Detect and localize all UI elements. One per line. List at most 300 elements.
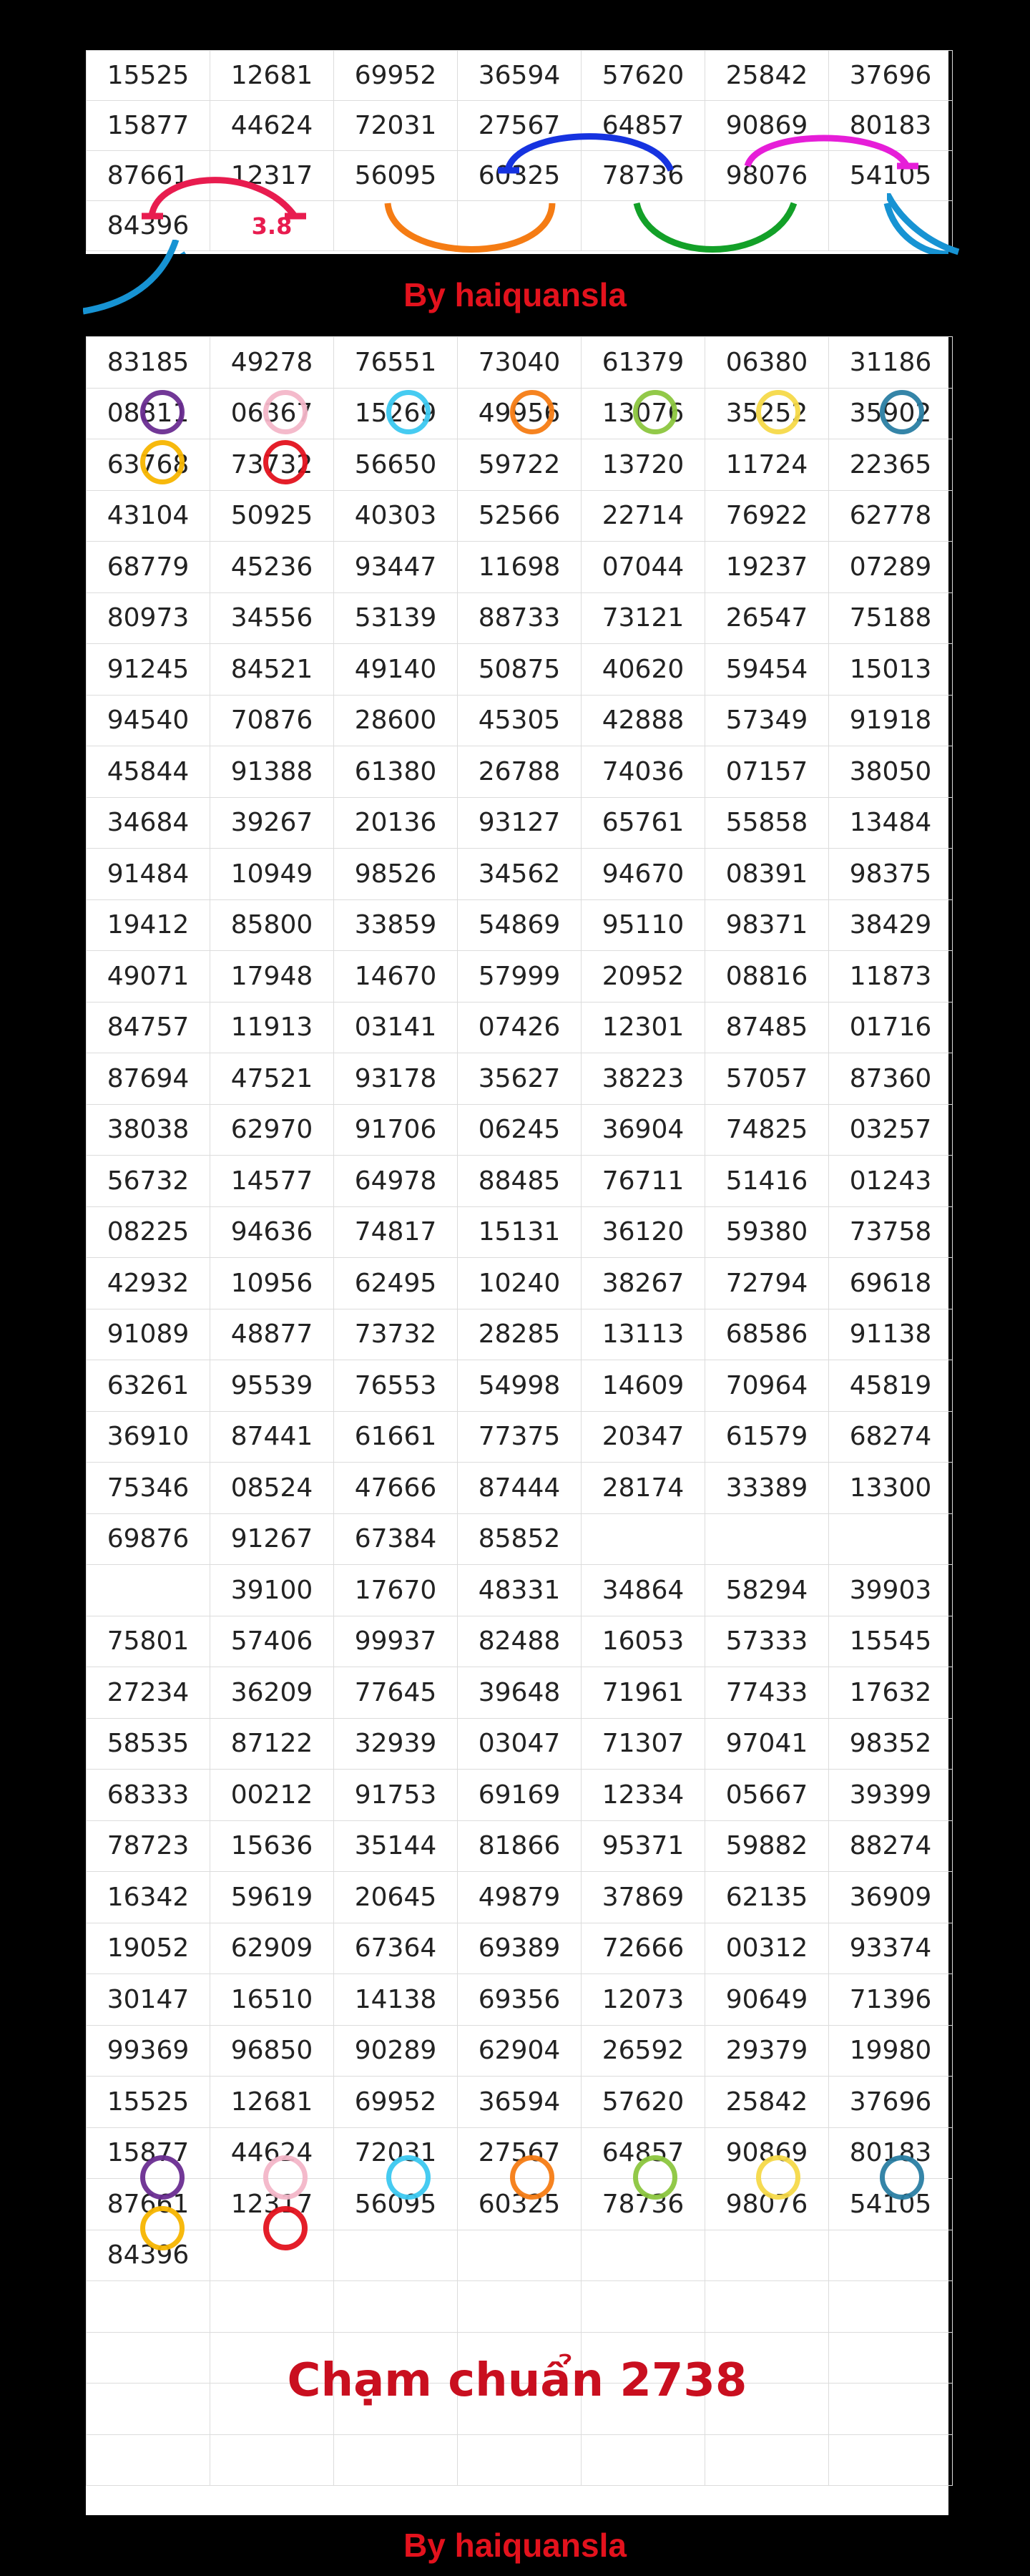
number-cell: 63768 (87, 439, 210, 491)
highlight-circle-marker (263, 440, 308, 484)
number-cell: 91918 (829, 695, 953, 746)
number-cell: 95110 (582, 899, 705, 951)
number-cell: 11724 (705, 439, 829, 491)
table-row (87, 695, 953, 746)
number-cell: 36120 (582, 1206, 705, 1258)
number-cell: 08524 (210, 1463, 334, 1514)
number-cell: 57349 (705, 695, 829, 746)
number-cell: 35252 (705, 388, 829, 439)
table-row (87, 644, 953, 696)
number-cell: 12073 (582, 1974, 705, 2026)
number-cell: 35144 (334, 1820, 458, 1872)
number-cell: 19237 (705, 542, 829, 593)
number-cell: 68586 (705, 1309, 829, 1360)
number-cell: 11913 (210, 1002, 334, 1053)
number-cell: 74825 (705, 1104, 829, 1156)
number-cell: 93127 (458, 797, 582, 849)
number-cell: 58294 (705, 1565, 829, 1616)
number-cell: 62778 (829, 490, 953, 542)
highlight-circle-marker (263, 2206, 308, 2250)
number-cell: 17632 (829, 1667, 953, 1719)
number-cell: 48331 (458, 1565, 582, 1616)
number-cell: 91753 (334, 1770, 458, 1821)
number-cell: 13300 (829, 1463, 953, 1514)
number-cell (705, 2281, 829, 2333)
number-cell: 61661 (334, 1411, 458, 1463)
number-cell: 12681 (210, 2077, 334, 2128)
highlight-circle-marker (140, 2155, 185, 2200)
number-cell: 10956 (210, 1258, 334, 1309)
number-cell: 34864 (582, 1565, 705, 1616)
number-cell: 15525 (87, 2077, 210, 2128)
number-cell: 65761 (582, 797, 705, 849)
number-cell: 15877 (87, 101, 210, 151)
number-cell: 13076 (582, 388, 705, 439)
number-cell: 59454 (705, 644, 829, 696)
number-cell: 69876 (87, 1513, 210, 1565)
number-cell: 40620 (582, 644, 705, 696)
number-cell: 29379 (705, 2025, 829, 2077)
number-cell: 39399 (829, 1770, 953, 1821)
number-cell: 91706 (334, 1104, 458, 1156)
number-cell: 72031 (334, 101, 458, 151)
number-cell: 33389 (705, 1463, 829, 1514)
number-cell: 39903 (829, 1565, 953, 1616)
table-row (87, 1411, 953, 1463)
number-cell: 26547 (705, 592, 829, 644)
number-cell: 99369 (87, 2025, 210, 2077)
number-cell: 93447 (334, 542, 458, 593)
bottom-credit: By haiquansla (403, 2527, 627, 2564)
number-cell: 20645 (334, 1872, 458, 1923)
number-cell: 15013 (829, 644, 953, 696)
table-row (87, 2434, 953, 2486)
number-cell: 45236 (210, 542, 334, 593)
number-cell (705, 2434, 829, 2486)
table-row (87, 1360, 953, 1412)
table-row (87, 1923, 953, 1974)
number-cell: 15131 (458, 1206, 582, 1258)
number-cell: 78723 (87, 1820, 210, 1872)
number-cell: 07426 (458, 1002, 582, 1053)
number-cell: 98076 (705, 151, 829, 201)
number-cell: 40303 (334, 490, 458, 542)
number-cell: 33859 (334, 899, 458, 951)
number-cell: 87122 (210, 1718, 334, 1770)
blue-arc-arrow (508, 137, 671, 170)
number-cell: 06367 (210, 388, 334, 439)
number-cell: 19052 (87, 1923, 210, 1974)
number-cell: 03047 (458, 1718, 582, 1770)
number-cell: 57620 (582, 2077, 705, 2128)
highlight-circle-marker (140, 440, 185, 484)
magenta-arc-arrow (747, 138, 907, 166)
number-cell: 99937 (334, 1616, 458, 1667)
number-cell: 44624 (210, 2127, 334, 2179)
number-cell: 57999 (458, 951, 582, 1002)
table-row (87, 2281, 953, 2333)
number-cell: 11873 (829, 951, 953, 1002)
number-cell: 80183 (829, 101, 953, 151)
number-cell: 72794 (705, 1258, 829, 1309)
number-cell: 72031 (334, 2127, 458, 2179)
number-cell: 91138 (829, 1309, 953, 1360)
number-cell: 30147 (87, 1974, 210, 2026)
number-cell: 36594 (458, 51, 582, 101)
number-cell: 73758 (829, 1206, 953, 1258)
number-cell: 54105 (829, 2179, 953, 2230)
number-cell: 59380 (705, 1206, 829, 1258)
number-cell: 13484 (829, 797, 953, 849)
number-cell: 36209 (210, 1667, 334, 1719)
table-row (87, 1718, 953, 1770)
number-cell: 12317 (210, 2179, 334, 2230)
number-cell (334, 2230, 458, 2281)
table-row (87, 1872, 953, 1923)
number-cell: 68274 (829, 1411, 953, 1463)
number-cell: 56732 (87, 1156, 210, 1207)
highlight-circle-marker (386, 2155, 431, 2200)
connector-arrows (86, 50, 948, 254)
number-cell: 91245 (87, 644, 210, 696)
number-cell: 17670 (334, 1565, 458, 1616)
highlight-circle-marker (880, 390, 924, 434)
number-cell: 87441 (210, 1411, 334, 1463)
number-cell: 06245 (458, 1104, 582, 1156)
number-cell: 59882 (705, 1820, 829, 1872)
number-cell: 27567 (458, 2127, 582, 2179)
number-cell: 98526 (334, 849, 458, 900)
table-row (87, 1667, 953, 1719)
number-cell: 53139 (334, 592, 458, 644)
number-cell: 36904 (582, 1104, 705, 1156)
number-cell: 37696 (829, 2077, 953, 2128)
number-cell: 38429 (829, 899, 953, 951)
number-cell: 20136 (334, 797, 458, 849)
number-cell: 97041 (705, 1718, 829, 1770)
number-cell: 57333 (705, 1616, 829, 1667)
number-cell: 45844 (87, 746, 210, 798)
number-cell: 00212 (210, 1770, 334, 1821)
number-cell: 73040 (458, 337, 582, 389)
number-cell: 70964 (705, 1360, 829, 1412)
number-cell: 49140 (334, 644, 458, 696)
number-cell: 27234 (87, 1667, 210, 1719)
table-row (87, 439, 953, 491)
number-cell: 57620 (582, 51, 705, 101)
number-cell: 20952 (582, 951, 705, 1002)
number-cell: 69389 (458, 1923, 582, 1974)
number-cell: 15636 (210, 1820, 334, 1872)
number-cell: 90869 (705, 101, 829, 151)
number-cell (87, 1565, 210, 1616)
number-cell (582, 2230, 705, 2281)
number-cell: 76551 (334, 337, 458, 389)
number-cell: 57057 (705, 1053, 829, 1105)
table-row (87, 1770, 953, 1821)
orange-arc-arrow (388, 203, 552, 250)
number-cell: 77645 (334, 1667, 458, 1719)
number-cell: 16053 (582, 1616, 705, 1667)
number-cell: 57406 (210, 1616, 334, 1667)
number-cell: 25842 (705, 51, 829, 101)
number-cell: 94540 (87, 695, 210, 746)
number-cell: 16342 (87, 1872, 210, 1923)
number-cell: 71307 (582, 1718, 705, 1770)
number-cell: 03141 (334, 1002, 458, 1053)
number-cell: 14138 (334, 1974, 458, 2026)
right-arc-outside (887, 193, 973, 258)
number-cell: 39648 (458, 1667, 582, 1719)
number-cell: 83185 (87, 337, 210, 389)
number-cell: 69169 (458, 1770, 582, 1821)
number-cell: 70876 (210, 695, 334, 746)
number-cell: 26592 (582, 2025, 705, 2077)
number-cell: 77433 (705, 1667, 829, 1719)
highlight-circle-marker (263, 390, 308, 434)
number-cell: 49071 (87, 951, 210, 1002)
number-cell: 77375 (458, 1411, 582, 1463)
number-cell: 49278 (210, 337, 334, 389)
number-cell: 13113 (582, 1309, 705, 1360)
number-cell: 98352 (829, 1718, 953, 1770)
number-cell: 39100 (210, 1565, 334, 1616)
number-cell: 08225 (87, 1206, 210, 1258)
number-cell: 91089 (87, 1309, 210, 1360)
green-arc-arrow (637, 203, 794, 250)
number-cell (458, 2230, 582, 2281)
table-row (87, 337, 953, 389)
number-cell: 87444 (458, 1463, 582, 1514)
number-cell: 94670 (582, 849, 705, 900)
number-cell: 75346 (87, 1463, 210, 1514)
number-cell: 14609 (582, 1360, 705, 1412)
number-cell: 73121 (582, 592, 705, 644)
number-cell: 45819 (829, 1360, 953, 1412)
red-arc-arrow (152, 180, 295, 216)
number-cell: 63261 (87, 1360, 210, 1412)
table-row (87, 1974, 953, 2026)
number-cell: 32939 (334, 1718, 458, 1770)
number-cell: 90649 (705, 1974, 829, 2026)
number-cell: 62909 (210, 1923, 334, 1974)
number-cell: 85852 (458, 1513, 582, 1565)
number-cell: 61380 (334, 746, 458, 798)
number-cell: 12681 (210, 51, 334, 101)
number-cell: 10949 (210, 849, 334, 900)
number-cell: 88485 (458, 1156, 582, 1207)
number-cell: 01716 (829, 1002, 953, 1053)
number-cell: 3.8 (210, 201, 334, 251)
number-cell: 17948 (210, 951, 334, 1002)
number-cell: 34562 (458, 849, 582, 900)
number-cell: 28174 (582, 1463, 705, 1514)
number-cell: 64857 (582, 101, 705, 151)
number-cell: 59722 (458, 439, 582, 491)
table-row (87, 2025, 953, 2077)
number-cell (829, 2230, 953, 2281)
number-cell: 43104 (87, 490, 210, 542)
number-cell (582, 1513, 705, 1565)
number-cell: 54998 (458, 1360, 582, 1412)
number-cell: 35627 (458, 1053, 582, 1105)
number-cell: 05667 (705, 1770, 829, 1821)
number-cell: 37696 (829, 51, 953, 101)
number-cell (829, 2434, 953, 2486)
number-cell: 93374 (829, 1923, 953, 1974)
number-cell: 78736 (582, 151, 705, 201)
table-row (87, 1053, 953, 1105)
number-cell: 80973 (87, 592, 210, 644)
number-cell: 58535 (87, 1718, 210, 1770)
number-cell: 31186 (829, 337, 953, 389)
number-cell: 48877 (210, 1309, 334, 1360)
number-cell: 61379 (582, 337, 705, 389)
number-cell: 54105 (829, 151, 953, 201)
number-cell: 74036 (582, 746, 705, 798)
number-cell: 64978 (334, 1156, 458, 1207)
number-cell: 93178 (334, 1053, 458, 1105)
number-cell: 75188 (829, 592, 953, 644)
number-cell: 38267 (582, 1258, 705, 1309)
table-row (87, 1565, 953, 1616)
number-cell: 45305 (458, 695, 582, 746)
number-cell: 90289 (334, 2025, 458, 2077)
number-cell: 98371 (705, 899, 829, 951)
number-cell: 15877 (87, 2127, 210, 2179)
highlight-circle-marker (633, 390, 677, 434)
number-cell (458, 2281, 582, 2333)
number-cell: 87694 (87, 1053, 210, 1105)
number-cell: 95539 (210, 1360, 334, 1412)
number-cell (829, 1513, 953, 1565)
number-cell: 36909 (829, 1872, 953, 1923)
number-cell: 16510 (210, 1974, 334, 2026)
table-row (87, 1206, 953, 1258)
number-cell (829, 2281, 953, 2333)
number-cell: 08391 (705, 849, 829, 900)
number-cell: 88733 (458, 592, 582, 644)
number-cell: 19412 (87, 899, 210, 951)
highlight-circle-marker (510, 390, 554, 434)
number-cell: 84396 (87, 2230, 210, 2281)
number-cell: 12301 (582, 1002, 705, 1053)
number-cell: 26788 (458, 746, 582, 798)
number-cell: 64857 (582, 2127, 705, 2179)
table-row (87, 1156, 953, 1207)
number-cell: 87661 (87, 151, 210, 201)
number-cell: 19980 (829, 2025, 953, 2077)
number-cell: 25842 (705, 2077, 829, 2128)
highlight-circle-marker (140, 2206, 185, 2250)
number-cell: 51416 (705, 1156, 829, 1207)
highlight-circle-marker (756, 390, 800, 434)
number-cell: 47666 (334, 1463, 458, 1514)
number-cell: 47521 (210, 1053, 334, 1105)
number-cell: 56095 (334, 2179, 458, 2230)
number-cell: 69952 (334, 2077, 458, 2128)
number-cell: 36910 (87, 1411, 210, 1463)
table-row (87, 1616, 953, 1667)
number-cell: 22714 (582, 490, 705, 542)
number-cell: 84757 (87, 1002, 210, 1053)
number-cell: 84396 (87, 201, 210, 251)
number-cell: 69618 (829, 1258, 953, 1309)
number-cell: 61579 (705, 1411, 829, 1463)
table-row (87, 1513, 953, 1565)
number-cell: 52566 (458, 490, 582, 542)
number-cell: 76553 (334, 1360, 458, 1412)
number-cell: 73732 (334, 1309, 458, 1360)
table-row (87, 1309, 953, 1360)
table-row (87, 849, 953, 900)
number-cell: 88274 (829, 1820, 953, 1872)
number-cell: 28600 (334, 695, 458, 746)
number-cell (705, 1513, 829, 1565)
number-cell: 74817 (334, 1206, 458, 1258)
number-cell: 60325 (458, 151, 582, 201)
number-cell: 34684 (87, 797, 210, 849)
number-cell: 82488 (458, 1616, 582, 1667)
table-row (87, 592, 953, 644)
number-cell: 36594 (458, 2077, 582, 2128)
number-cell: 44624 (210, 101, 334, 151)
number-cell: 34556 (210, 592, 334, 644)
number-cell (334, 2434, 458, 2486)
number-cell: 00312 (705, 1923, 829, 1974)
number-cell: 76922 (705, 490, 829, 542)
table-row (87, 542, 953, 593)
number-cell: 07289 (829, 542, 953, 593)
table-row (87, 1258, 953, 1309)
number-cell: 59619 (210, 1872, 334, 1923)
number-cell: 95371 (582, 1820, 705, 1872)
highlight-circle-marker (756, 2155, 800, 2200)
table-row (87, 1104, 953, 1156)
table-row (87, 951, 953, 1002)
number-cell: 62970 (210, 1104, 334, 1156)
number-cell: 49956 (458, 388, 582, 439)
number-cell: 10240 (458, 1258, 582, 1309)
number-cell: 68333 (87, 1770, 210, 1821)
number-cell: 13720 (582, 439, 705, 491)
number-cell: 85800 (210, 899, 334, 951)
number-cell: 62495 (334, 1258, 458, 1309)
number-cell (582, 2434, 705, 2486)
number-cell: 96850 (210, 2025, 334, 2077)
number-cell: 87485 (705, 1002, 829, 1053)
number-cell (210, 2434, 334, 2486)
number-cell (582, 2281, 705, 2333)
number-cell: 87661 (87, 2179, 210, 2230)
number-cell: 42888 (582, 695, 705, 746)
number-cell: 78736 (582, 2179, 705, 2230)
number-cell: 71961 (582, 1667, 705, 1719)
number-cell: 15269 (334, 388, 458, 439)
number-cell: 28285 (458, 1309, 582, 1360)
number-cell: 75801 (87, 1616, 210, 1667)
number-cell: 50925 (210, 490, 334, 542)
number-cell: 11698 (458, 542, 582, 593)
table-row (87, 2077, 953, 2128)
number-cell: 67364 (334, 1923, 458, 1974)
number-cell: 20347 (582, 1411, 705, 1463)
number-cell: 94636 (210, 1206, 334, 1258)
table-row (87, 1002, 953, 1053)
number-cell: 62135 (705, 1872, 829, 1923)
number-cell: 08811 (87, 388, 210, 439)
number-cell (87, 2281, 210, 2333)
